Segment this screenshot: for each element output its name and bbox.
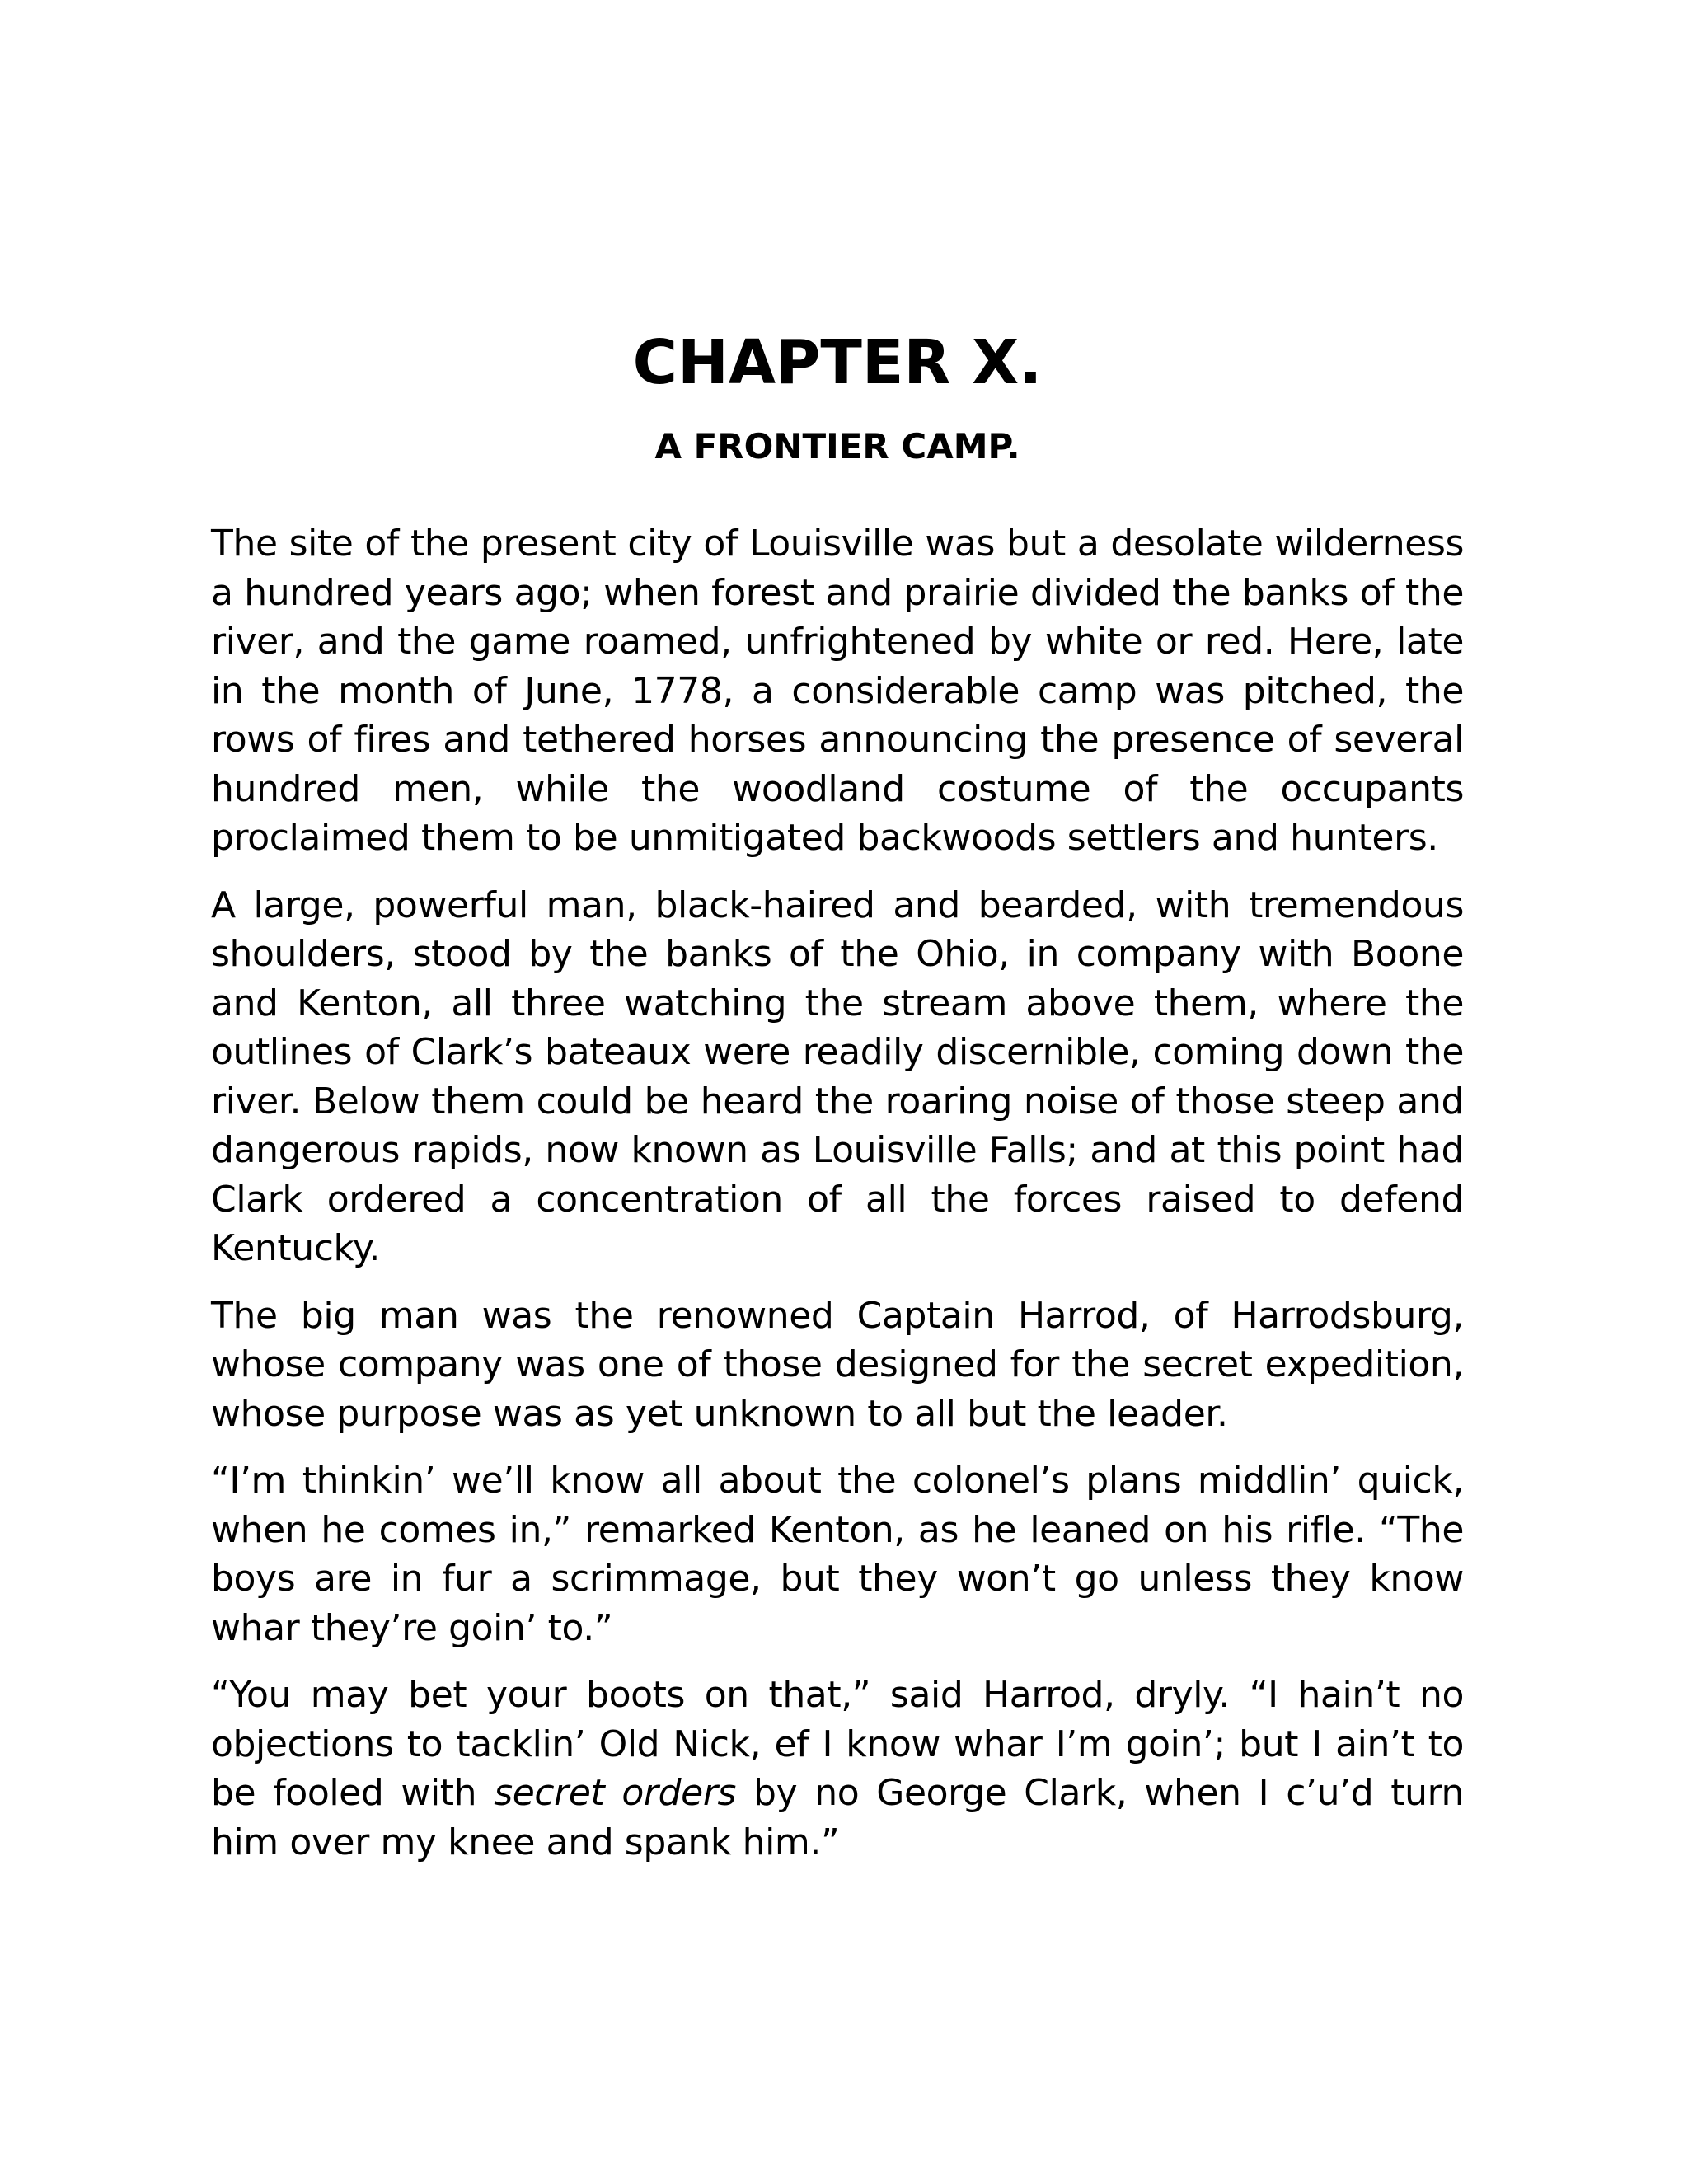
book-page	[211, 321, 1464, 1885]
paragraph: The big man was the renowned Captain Harrod, of Harrodsburg, whose company was one of those designed for the secret expedition, whose purpose was as yet unknown to all but the leader.	[211, 1294, 1464, 1435]
paragraph: The site of the present city of Louisville was but a desolate wilderness a hundred years ago; when forest and prairie divided the banks of the river, and the game roamed, unfrightened by white or red. Here, late in the month of June, 1778, a considerable camp was pitched, the rows of fires and tethered horses announcing the presence of several hundred men, while the woodland costume of the occupants proclaimed them to be unmitigated backwoods settlers and hunters.	[211, 523, 1464, 859]
chapter-title: CHAPTER X.	[632, 327, 1043, 398]
chapter-subtitle: A FRONTIER CAMP.	[654, 426, 1020, 466]
chapter-body	[211, 519, 1464, 1867]
paragraph-text: by no George Clark, when I c’u’d turn him over my knee and spank him.”	[211, 1772, 1464, 1863]
paragraph: A large, powerful man, black-haired and bearded, with tremendous shoulders, stood by the banks of the Ohio, in company with Boone and Kenton, all three watching the stream above them, where the outlines of Clark’s bateaux were readily discernible, coming down the river. Below them could be heard the roaring noise of those steep and dangerous rapids, now known as Louisville Falls; and at this point had Clark ordered a concentration of all the forces raised to defend Kentucky.	[211, 883, 1464, 1269]
paragraph: “I’m thinkin’ we’ll know all about the colonel’s plans middlin’ quick, when he comes in,” remarked Kenton, as he leaned on his rifle. “The boys are in fur a scrimmage, but they won’t go unless they know whar they’re goin’ to.”	[211, 1460, 1464, 1649]
paragraph-text: “You may bet your boots on that,” said Harrod, dryly. “I hain’t no objections to tacklin’ Old Nick, ef I know whar I’m goin’; but I ain’t to be fooled with	[211, 1674, 1464, 1814]
emphasized-text: secret orders	[494, 1772, 737, 1814]
paragraph	[211, 1671, 1464, 1867]
